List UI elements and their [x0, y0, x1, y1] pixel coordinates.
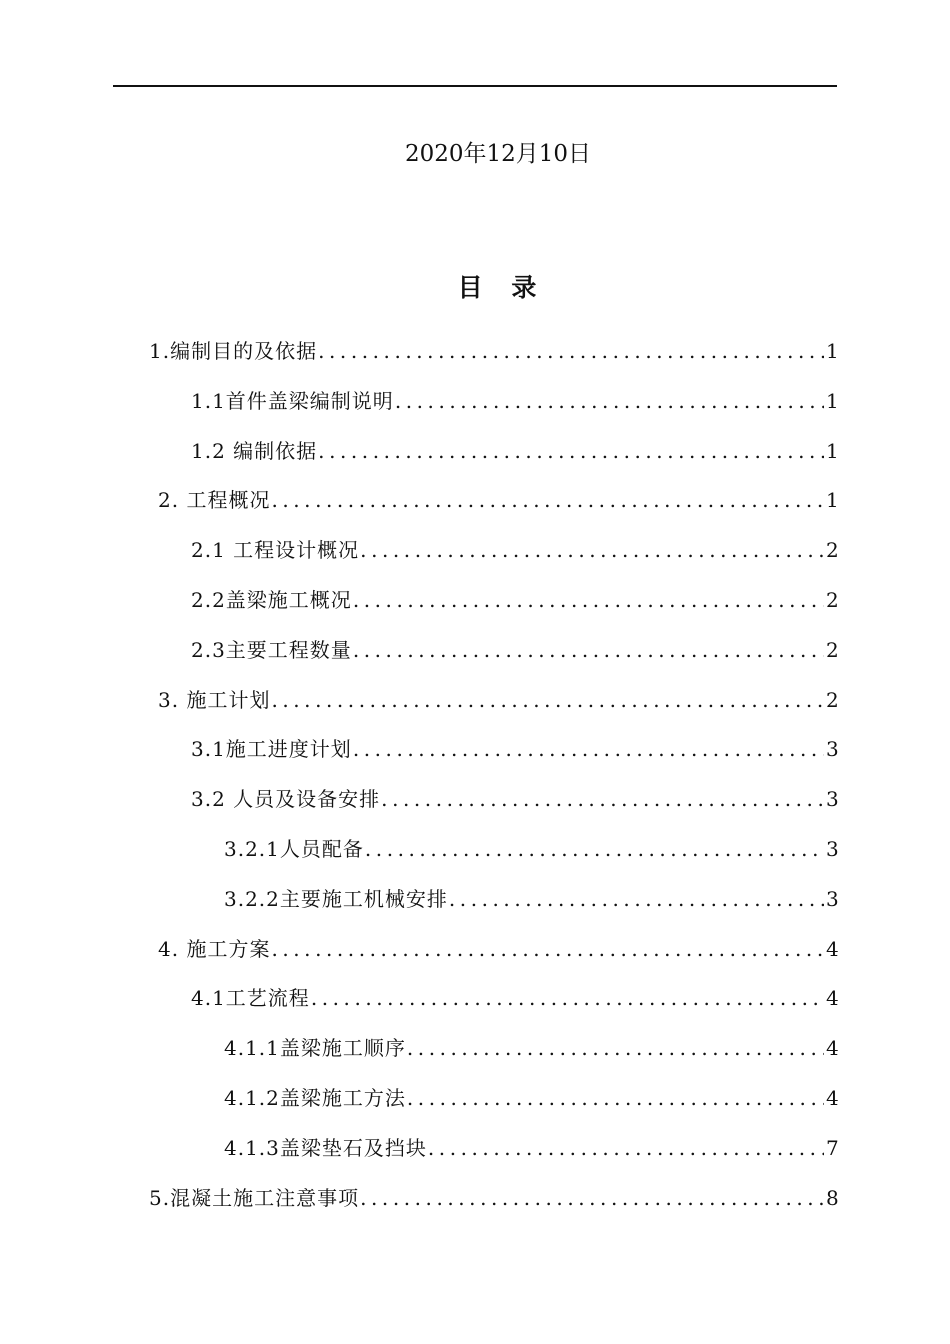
toc-entry-label: 2.3主要工程数量	[191, 638, 352, 662]
toc-entry-page-number: 4	[826, 1036, 839, 1060]
toc-entry[interactable]	[158, 933, 838, 963]
toc-dot-leader	[318, 339, 824, 363]
toc-entry-label: 5.混凝土施工注意事项	[149, 1186, 360, 1210]
toc-entry-label: 4.1.2盖梁施工方法	[224, 1086, 406, 1110]
toc-entry-page-number: 2	[826, 638, 839, 662]
toc-entry[interactable]	[158, 684, 838, 714]
toc-entry[interactable]	[191, 783, 838, 813]
toc-entry[interactable]	[191, 982, 838, 1012]
toc-entry-label: 1.1首件盖梁编制说明	[191, 389, 394, 413]
toc-entry-page-number: 4	[826, 1086, 839, 1110]
toc-dot-leader	[271, 688, 824, 712]
toc-entry-label: 4.1.3盖梁垫石及挡块	[224, 1136, 427, 1160]
toc-entry-label: 1.编制目的及依据	[149, 339, 318, 363]
toc-entry[interactable]	[224, 833, 838, 863]
toc-entry-label: 2.2盖梁施工概况	[191, 588, 352, 612]
toc-entry[interactable]	[149, 1182, 838, 1212]
toc-entry-page-number: 1	[826, 339, 839, 363]
toc-entry-label: 4.1.1盖梁施工顺序	[224, 1036, 406, 1060]
toc-dot-leader	[360, 538, 824, 562]
toc-entry-label: 2.1 工程设计概况	[191, 538, 360, 562]
toc-entry[interactable]	[191, 733, 838, 763]
toc-entry-page-number: 8	[826, 1186, 839, 1210]
toc-entry-page-number: 1	[826, 389, 839, 413]
toc-entry[interactable]	[191, 634, 838, 664]
toc-entry-page-number: 2	[826, 538, 839, 562]
toc-entry[interactable]	[149, 335, 838, 365]
toc-dot-leader	[407, 1086, 824, 1110]
document-date: 2020年12月10日	[404, 141, 592, 167]
toc-entry-label: 3.2.1人员配备	[224, 837, 364, 861]
toc-entry[interactable]	[191, 584, 838, 614]
toc-entry[interactable]	[224, 883, 838, 913]
toc-entry-page-number: 2	[826, 588, 839, 612]
toc-dot-leader	[381, 787, 824, 811]
toc-dot-leader	[428, 1136, 824, 1160]
toc-entry[interactable]	[224, 1032, 838, 1062]
toc-entry-label: 1.2 编制依据	[191, 439, 318, 463]
toc-entry-label: 2. 工程概况	[158, 488, 271, 512]
toc-dot-leader	[271, 488, 824, 512]
toc-dot-leader	[407, 1036, 824, 1060]
toc-entry-page-number: 3	[826, 837, 839, 861]
toc-entry[interactable]	[224, 1132, 838, 1162]
toc-dot-leader	[318, 439, 824, 463]
toc-dot-leader	[353, 638, 824, 662]
toc-entry-label: 3.1施工进度计划	[191, 737, 352, 761]
toc-dot-leader	[353, 737, 824, 761]
toc-entry-page-number: 3	[826, 737, 839, 761]
toc-dot-leader	[311, 986, 824, 1010]
toc-entry[interactable]	[191, 534, 838, 564]
toc-entry-page-number: 1	[826, 439, 839, 463]
toc-entry-page-number: 3	[826, 787, 839, 811]
toc-entry-page-number: 3	[826, 887, 839, 911]
toc-dot-leader	[271, 937, 824, 961]
toc-entry-label: 3. 施工计划	[158, 688, 271, 712]
toc-entry-label: 3.2.2主要施工机械安排	[224, 887, 448, 911]
toc-dot-leader	[365, 837, 824, 861]
toc-entry-label: 4. 施工方案	[158, 937, 271, 961]
toc-dot-leader	[360, 1186, 824, 1210]
toc-entry-page-number: 2	[826, 688, 839, 712]
toc-dot-leader	[449, 887, 824, 911]
toc-entry-page-number: 4	[826, 986, 839, 1010]
toc-entry[interactable]	[191, 435, 838, 465]
toc-title: 目 录	[457, 273, 547, 302]
toc-dot-leader	[395, 389, 824, 413]
toc-entry[interactable]	[224, 1082, 838, 1112]
toc-entry-label: 3.2 人员及设备安排	[191, 787, 381, 811]
toc-entry-page-number: 1	[826, 488, 839, 512]
toc-entry-page-number: 7	[826, 1136, 839, 1160]
toc-entry-page-number: 4	[826, 937, 839, 961]
toc-entry[interactable]	[158, 484, 838, 514]
toc-entry[interactable]	[191, 385, 838, 415]
toc-dot-leader	[353, 588, 824, 612]
toc-entry-label: 4.1工艺流程	[191, 986, 310, 1010]
